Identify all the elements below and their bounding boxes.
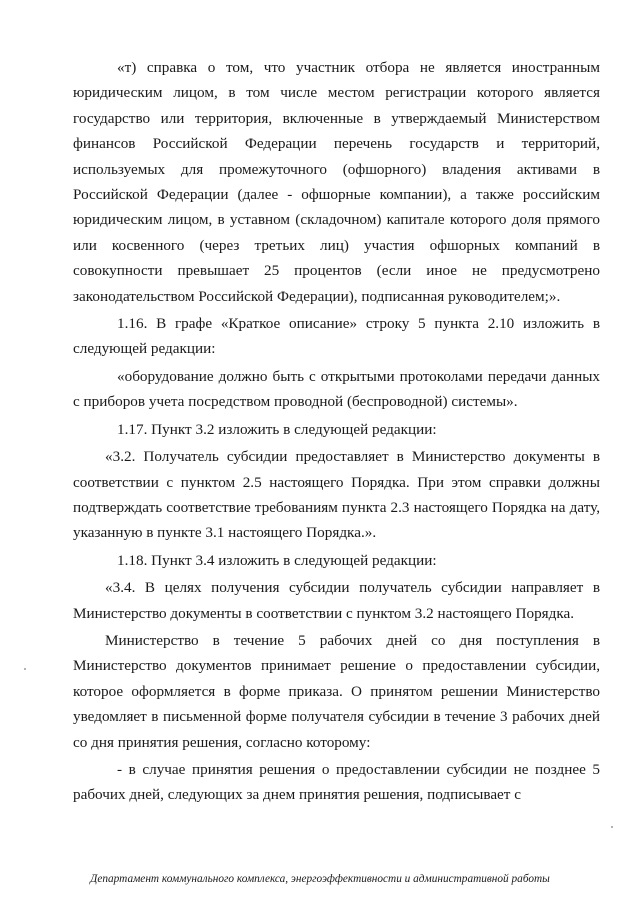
paragraph-offshore-certificate: «т) справка о том, что участник отбора не является иностранным юридическим лицом, в том числе местом регистрации которого является государство или территория, включенные в утверждаемый Министерством финансов Российской Федерации перечень государств и территорий, используемых для промежуточного (офшорного) владения активами в Российской Федерации (далее - офшорные компании), а также российским юридическим лицом, в уставном (складочном) капитале которого доля прямого или косвенного (через третьих лиц) участия офшорных компаний в совокупности превышает 25 процентов (если иное не предусмотрено законодательством Российской Федерации), подписанная руководителем;». <box>73 59 600 305</box>
paragraph-subsidy-case: - в случае принятия решения о предоставлении субсидии не позднее 5 рабочих дней, следующих за днем принятия решения, подписывает с <box>73 760 600 804</box>
document-body <box>73 55 600 808</box>
paragraph-equipment-requirement: «оборудование должно быть с открытыми протоколами передачи данных с приборов учета посредством проводной (беспроводной) системы». <box>73 367 600 411</box>
paragraph-1-18: 1.18. Пункт 3.4 изложить в следующей редакции: <box>117 551 437 569</box>
scan-speck <box>611 826 613 828</box>
page-footer: Департамент коммунального комплекса, энергоэффективности и административной работы <box>90 873 550 885</box>
paragraph-1-17: 1.17. Пункт 3.2 изложить в следующей редакции: <box>117 420 437 438</box>
scan-speck <box>24 668 26 670</box>
paragraph-ministry-decision: Министерство в течение 5 рабочих дней со дня поступления в Министерство документов принимает решение о предоставлении субсидии, которое оформляется в форме приказа. О принятом решении Министерство уведомляет в письменной форме получателя субсидии в течение 3 рабочих дней со дня принятия решения, согласно которому: <box>73 631 600 751</box>
paragraph-3-2: «3.2. Получатель субсидии предоставляет в Министерство документы в соответствии с пунктом 2.5 настоящего Порядка. При этом справки должны подтверждать соответствие требованиям пункта 2.3 настоящего Порядка на дату, указанную в пункте 3.1 настоящего Порядка.». <box>73 448 600 542</box>
paragraph-1-16: 1.16. В графе «Краткое описание» строку 5 пункта 2.10 изложить в следующей редакции: <box>73 315 600 358</box>
paragraph-3-4: «3.4. В целях получения субсидии получатель субсидии направляет в Министерство документы в соответствии с пунктом 3.2 настоящего Порядка. <box>73 579 600 622</box>
